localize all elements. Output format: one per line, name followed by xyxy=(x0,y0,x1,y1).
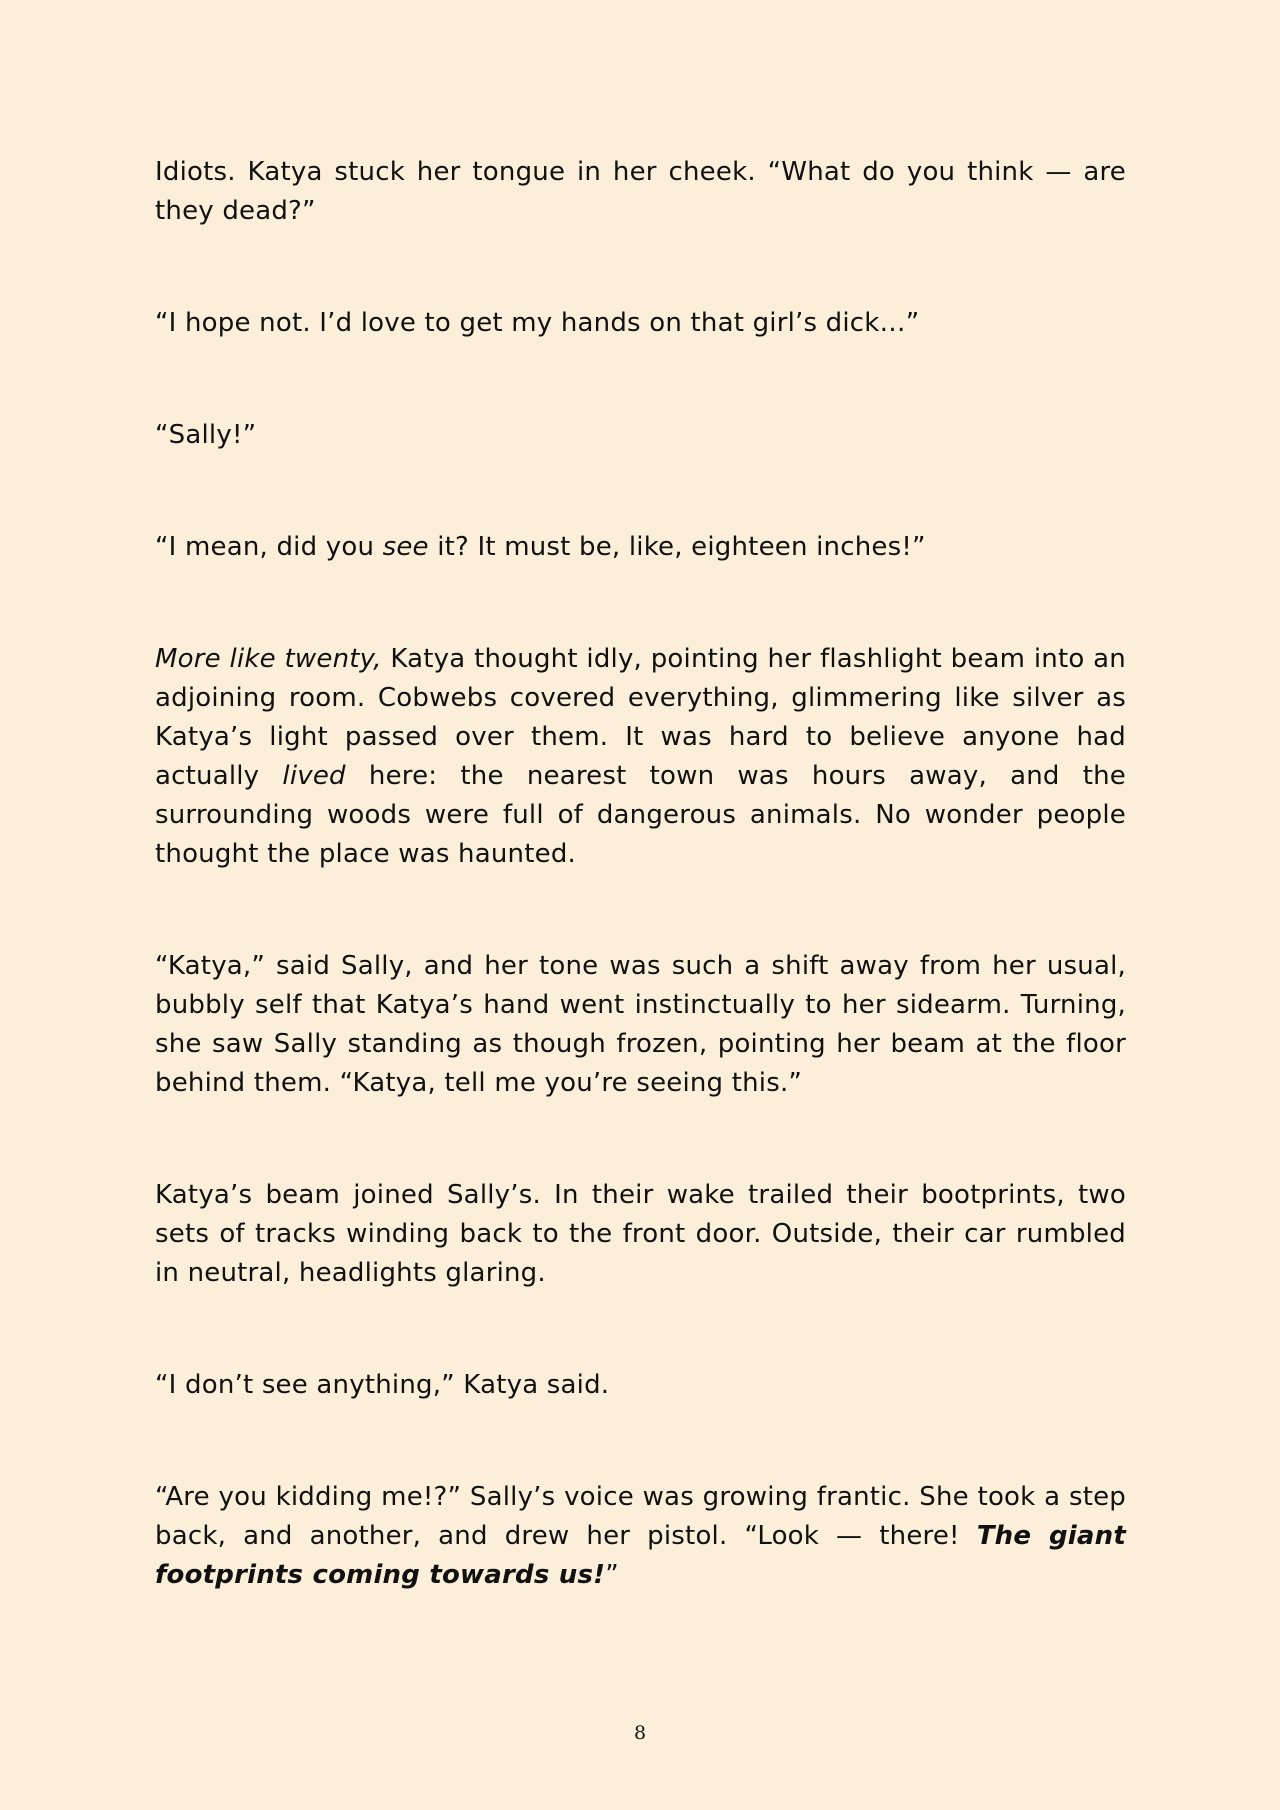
bold-italic-text: The giant footprints coming towards us! xyxy=(155,1521,1126,1590)
text-segment: it? It must be, like, eighteen inches!” xyxy=(428,532,926,562)
paragraph xyxy=(155,1478,1126,1595)
paragraph xyxy=(155,304,1126,343)
paragraph xyxy=(155,947,1126,1103)
text-segment: “I mean, did you xyxy=(155,532,383,562)
paragraph xyxy=(155,528,1126,567)
paragraph xyxy=(155,640,1126,874)
paragraph xyxy=(155,1366,1126,1405)
page-text-body xyxy=(155,153,1126,1595)
paragraph xyxy=(155,416,1126,455)
text-segment: “Are you kidding me!?” Sally’s voice was growing frantic. She took a step back, and another, and drew her pistol. “Look — there! xyxy=(155,1482,1126,1551)
paragraph xyxy=(155,153,1126,231)
italic-text: More like twenty, xyxy=(155,644,382,674)
text-segment: Katya thought idly, pointing her flashlight beam into an adjoining room. Cobwebs covered everything, glimmering like silver as Katya’s light passed over them. It was hard to believe anyone had actually xyxy=(155,644,1126,791)
italic-text: lived xyxy=(282,761,346,791)
text-segment: “I hope not. I’d love to get my hands on that girl’s dick…” xyxy=(155,308,920,338)
text-segment: “I don’t see anything,” Katya said. xyxy=(155,1370,610,1400)
text-segment: Idiots. Katya stuck her tongue in her cheek. “What do you think — are they dead?” xyxy=(155,157,1126,226)
paragraph xyxy=(155,1176,1126,1293)
text-segment: Katya’s beam joined Sally’s. In their wake trailed their bootprints, two sets of tracks winding back to the front door. Outside, their car rumbled in neutral, headlights glaring. xyxy=(155,1180,1126,1288)
text-segment: “Katya,” said Sally, and her tone was such a shift away from her usual, bubbly self that Katya’s hand went instinctually to her sidearm. Turning, she saw Sally standing as though frozen, pointing her beam at the floor behind them. “Katya, tell me you’re seeing this.” xyxy=(155,951,1126,1098)
text-segment: “Sally!” xyxy=(155,420,257,450)
text-segment: ” xyxy=(605,1560,619,1590)
text-segment: here: the nearest town was hours away, and the surrounding woods were full of dangerous animals. No wonder people thought the place was haunted. xyxy=(155,761,1126,869)
page-number: 8 xyxy=(633,1722,647,1744)
italic-text: see xyxy=(382,532,429,562)
